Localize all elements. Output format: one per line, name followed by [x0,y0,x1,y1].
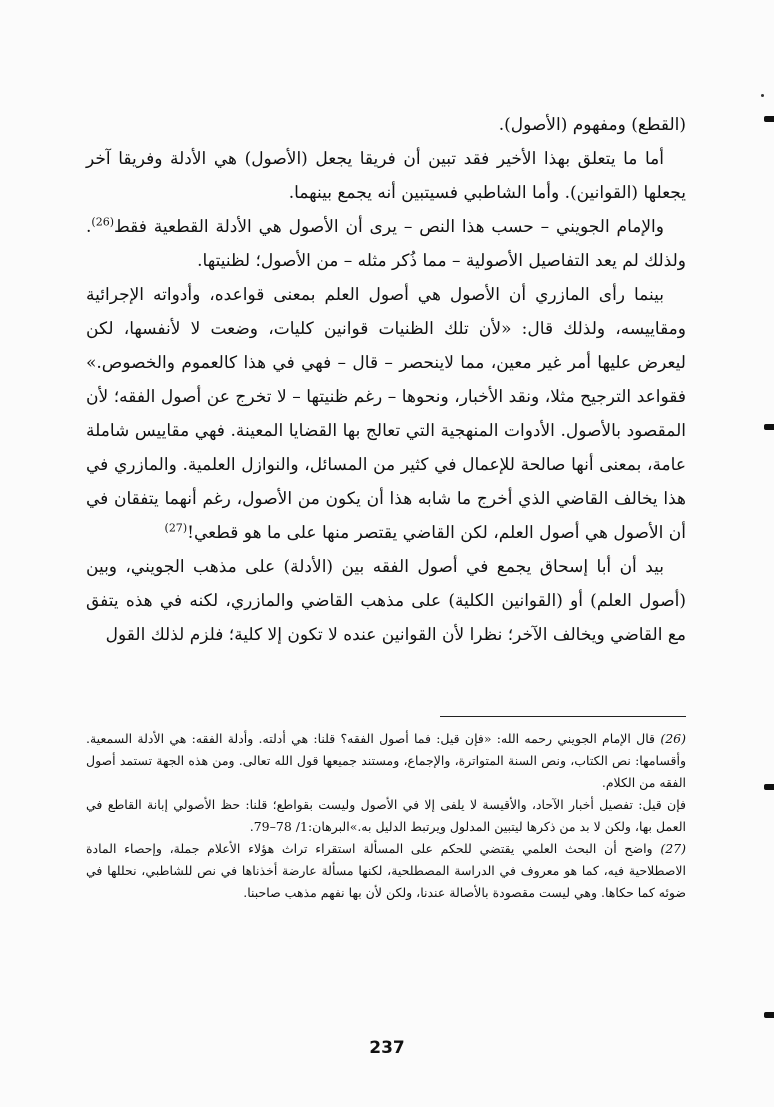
edge-dot [761,94,764,97]
paragraph-3-start: والإمام الجويني – حسب هذا النص – يرى أن الأصول هي الأدلة القطعية فقط [114,217,664,237]
edge-mark [764,784,774,790]
paragraph-4 [86,278,686,550]
footnote-26-number: (26) [660,731,686,746]
page-number: 237 [369,1038,405,1058]
paragraph-4-text: بينما رأى المازري أن الأصول هي أصول العلم بمعنى قواعده، وأدواته الإجرائية ومقاييسه، ولذلك قال: «لأن تلك الظنيات قوانين كليات، وضعت لا لأنفسها، لكن ليعرض عليها أمر غير معين، مما لاينحصر – قال – فهي في هذا كالعموم والخصوص.» فقواعد الترجيح مثلا، ونقد الأخبار، ونحوها – رغم ظنيتها – لا تخرج عن أصول الفقه؛ لأن المقصود بالأصول. الأدوات المنهجية التي تعالج بها القضايا المعينة. فهي مقاييس شاملة عامة، بمعنى أنها صالحة للإعمال في كثير من المسائل، والنوازل العلمية. والمازري في هذا يخالف القاضي الذي أخرج ما شابه هذا أن يكون من الأصول، رغم أنهما يتفقان في أن الأصول هي أصول العلم، لكن القاضي يقتصر منها على ما هو قطعي! [86,285,686,543]
footnote-26-text-2: فإن قيل: تفصيل أخبار الآحاد، والأقيسة لا يلفى إلا في الأصول وليست بقواطع؛ قلنا: حظ الأصولي إبانة القاطع في العمل بها، ولكن لا بد من ذكرها ليتبين المدلول ويرتبط الدليل به.» [86,797,686,834]
edge-mark [764,424,774,430]
footnote-27-number: (27) [660,841,686,856]
paragraph-5: بيد أن أبا إسحاق يجمع في أصول الفقه بين (الأدلة) على مذهب الجويني، وبين (أصول العلم) أو (القوانين الكلية) على مذهب القاضي والمازري، لكنه في هذه يتفق مع القاضي ويخالف الآخر؛ نظرا لأن القوانين عنده لا تكون إلا كلية؛ فلزم لذلك القول [86,557,686,645]
footnote-27-text: واضح أن البحث العلمي يقتضي للحكم على المسألة استقراء تراث هؤلاء الأعلام جملة، وإحصاء المادة الاصطلاحية فيه، كما هو معروف في الدراسة المصطلحية، لكنها مسألة عارضة أخذناها في نص للشاطبي، نحللها في ضوئه كما حكاها. وهي ليست مقصودة بالأصالة عندنا، ولكن لأن بها نفهم مذهب صاحبنا. [86,841,686,900]
footnote-ref-27: (27) [164,521,188,535]
footnote-26-text: قال الإمام الجويني رحمه الله: «فإن قيل: فما أصول الفقه؟ قلنا: هي أدلته. وأدلة الفقه: هي الأدلة السمعية. وأقسامها: نص الكتاب، ونص السنة المتواترة، والإجماع، ومستند جميعها قول الله تعالى. ومن هذه الجهة تستمد أصول الفقه من الكلام. [86,731,686,790]
edge-mark [764,116,774,122]
footnote-26-source: البرهان:1/ 78–79. [249,819,350,834]
paragraph-3-end: . ولذلك لم يعد التفاصيل الأصولية – مما ذُكر مثله – من الأصول؛ لظنيتها. [86,217,686,271]
paragraph-2: أما ما يتعلق بهذا الأخير فقد تبين أن فريقا يجعل (الأصول) هي الأدلة وفريقا آخر يجعلها (القوانين). وأما الشاطبي فسيتبين أنه يجمع بينهما. [86,149,686,203]
footnote-separator [440,716,686,717]
main-text [86,108,686,652]
footnote-26 [86,728,686,794]
edge-mark [764,1012,774,1018]
paragraph-1: (القطع) ومفهوم (الأصول). [498,115,686,135]
footnote-ref-26: (26) [91,215,114,229]
footnotes [86,728,686,904]
paragraph-3 [86,210,686,278]
footnote-27 [86,838,686,904]
footnote-26-continued [86,794,686,838]
